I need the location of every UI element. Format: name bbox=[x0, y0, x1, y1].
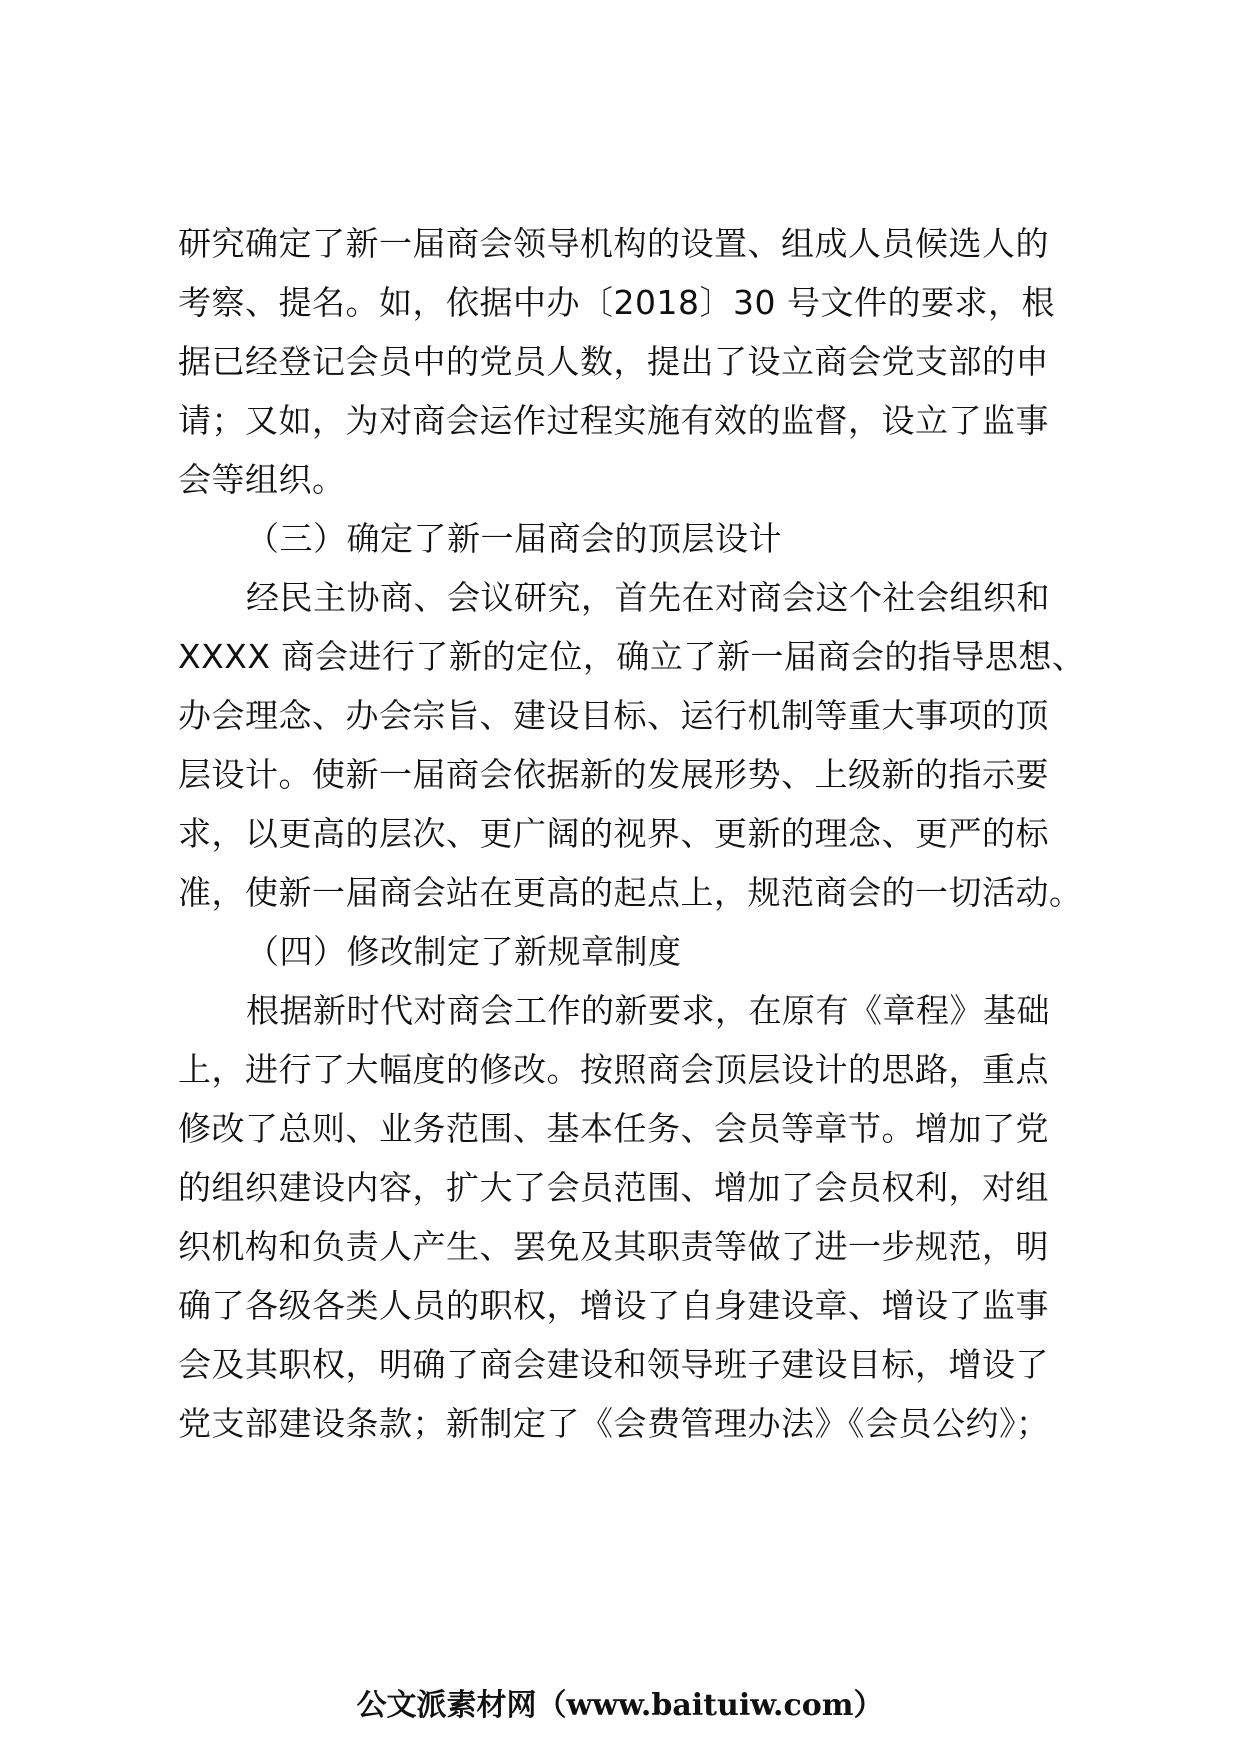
paragraph-line: 确了各级各类人员的职权，增设了自身建设章、增设了监事 bbox=[178, 1286, 1049, 1325]
paragraph-line: 据已经登记会员中的党员人数，提出了设立商会党支部的申 bbox=[178, 342, 1049, 381]
section-heading: （三）确定了新一届商会的顶层设计 bbox=[246, 519, 782, 558]
paragraph-line: XXXX 商会进行了新的定位，确立了新一届商会的指导思想、 bbox=[178, 637, 1086, 676]
paragraph-line: 办会理念、办会宗旨、建设目标、运行机制等重大事项的顶 bbox=[178, 696, 1049, 735]
paragraph-line: 修改了总则、业务范围、基本任务、会员等章节。增加了党 bbox=[178, 1109, 1049, 1148]
paragraph-line: 考察、提名。如，依据中办〔2018〕30 号文件的要求，根 bbox=[178, 283, 1055, 322]
paragraph-line: 会及其职权，明确了商会建设和领导班子建设目标，增设了 bbox=[178, 1345, 1049, 1384]
paragraph-line: 的组织建设内容，扩大了会员范围、增加了会员权利，对组 bbox=[178, 1168, 1049, 1207]
paragraph-line: 准，使新一届商会站在更高的起点上，规范商会的一切活动。 bbox=[178, 873, 1083, 912]
paragraph-line: 党支部建设条款；新制定了《会费管理办法》《会员公约》； bbox=[178, 1404, 1050, 1443]
paragraph-line: 根据新时代对商会工作的新要求，在原有《章程》基础 bbox=[246, 991, 1050, 1030]
paragraph-line: 经民主协商、会议研究，首先在对商会这个社会组织和 bbox=[246, 578, 1050, 617]
section-heading: （四）修改制定了新规章制度 bbox=[246, 932, 682, 971]
paragraph-line: 求，以更高的层次、更广阔的视界、更新的理念、更严的标 bbox=[178, 814, 1049, 853]
paragraph-line: 研究确定了新一届商会领导机构的设置、组成人员候选人的 bbox=[178, 224, 1049, 263]
footer-source: 公文派素材网（www.baituiw.com） bbox=[356, 1688, 884, 1723]
paragraph-line: 会等组织。 bbox=[178, 460, 346, 499]
paragraph-line: 上，进行了大幅度的修改。按照商会顶层设计的思路，重点 bbox=[178, 1050, 1049, 1089]
paragraph-line: 请；又如，为对商会运作过程实施有效的监督，设立了监事 bbox=[178, 401, 1049, 440]
paragraph-line: 层设计。使新一届商会依据新的发展形势、上级新的指示要 bbox=[178, 755, 1049, 794]
paragraph-line: 织机构和负责人产生、罢免及其职责等做了进一步规范，明 bbox=[178, 1227, 1049, 1266]
